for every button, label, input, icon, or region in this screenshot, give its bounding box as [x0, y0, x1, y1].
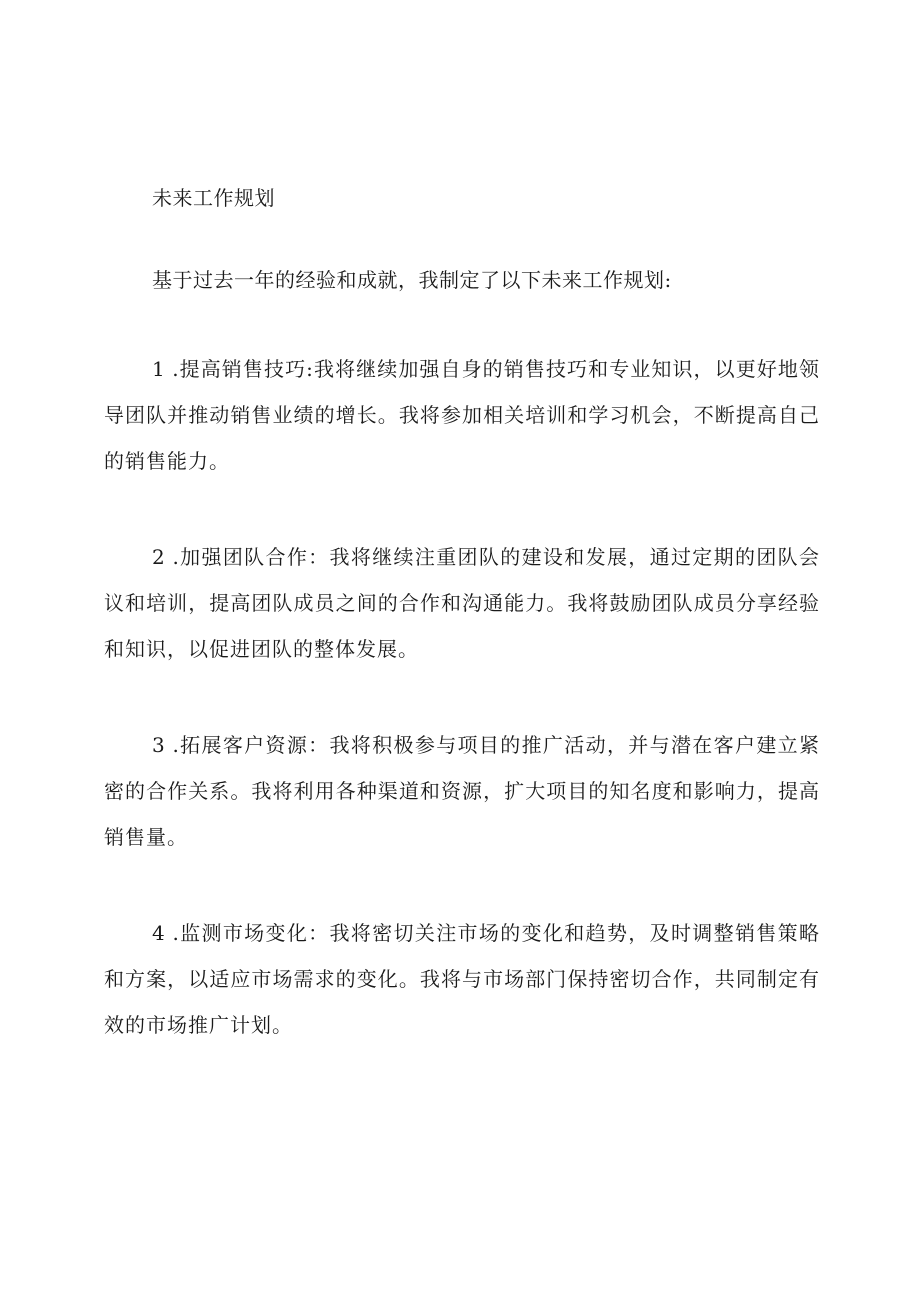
plan-item-number: 3	[152, 733, 165, 757]
plan-item-text: .拓展客户资源：我将积极参与项目的推广活动，并与潜在客户建立紧密的合作关系。我将利用各种渠道和资源，扩大项目的知名度和影响力，提高销售量。	[104, 733, 821, 849]
document-title: 未来工作规划	[152, 186, 275, 210]
plan-item	[104, 534, 820, 672]
plan-item	[104, 910, 820, 1048]
plan-item	[104, 722, 820, 860]
intro-paragraph: 基于过去一年的经验和成就，我制定了以下未来工作规划:	[152, 268, 672, 292]
plan-item-number: 2	[152, 545, 165, 569]
document-body	[104, 180, 820, 1048]
plan-item-text: .监测市场变化：我将密切关注市场的变化和趋势，及时调整销售策略和方案，以适应市场需求的变化。我将与市场部门保持密切合作，共同制定有效的市场推广计划。	[104, 921, 821, 1037]
plan-item-text: .提高销售技巧:我将继续加强自身的销售技巧和专业知识，以更好地领导团队并推动销售业绩的增长。我将参加相关培训和学习机会，不断提高自己的销售能力。	[104, 357, 820, 473]
plan-item-text: .加强团队合作：我将继续注重团队的建设和发展，通过定期的团队会议和培训，提高团队成员之间的合作和沟通能力。我将鼓励团队成员分享经验和知识，以促进团队的整体发展。	[104, 545, 821, 661]
plan-item-number: 4	[152, 921, 165, 945]
plan-item-number: 1	[152, 357, 165, 381]
plan-item	[104, 346, 820, 484]
